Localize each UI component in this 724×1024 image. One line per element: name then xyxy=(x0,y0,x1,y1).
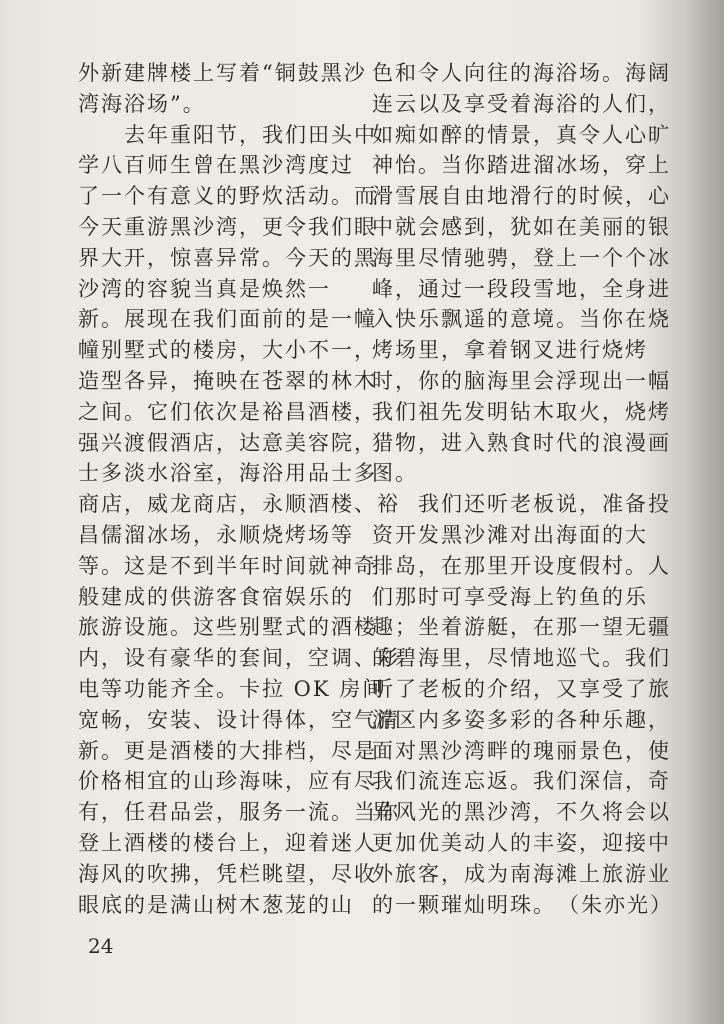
text-line: 内，设有豪华的套间，空调、彩 xyxy=(78,646,400,671)
text-line: 海里尽情驰骋，登上一个个冰 xyxy=(372,245,671,270)
text-line: 海风的吹拂，凭栏眺望，尽收 xyxy=(78,861,377,886)
text-line: 幢别墅式的楼房，大小不一， xyxy=(78,338,377,363)
text-line: 滑雪展自由地滑行的时候，心 xyxy=(372,184,671,209)
text-line: 中就会感到，犹如在美丽的银 xyxy=(372,214,671,239)
text-line: 异风光的黑沙湾，不久将会以 xyxy=(372,800,671,825)
text-line: 昌儒溜冰场，永顺烧烤场等 xyxy=(78,522,354,547)
text-line: 商店，威龙商店，永顺酒楼、裕 xyxy=(78,492,400,517)
text-line: 新。展现在我们面前的是一幢 xyxy=(78,307,377,332)
text-line: 去年重阳节，我们田头中 xyxy=(78,122,377,147)
text-line: 价格相宜的山珍海味，应有尽 xyxy=(78,769,377,794)
text-line: 登上酒楼的楼台上，迎着迷人 xyxy=(78,830,377,855)
text-line: 们那时可享受海上钓鱼的乐 xyxy=(372,584,648,609)
text-line: 外旅客，成为南海滩上旅游业 xyxy=(372,861,671,886)
text-line: 湾海浴场”。 xyxy=(78,91,206,116)
text-line: 宽畅，安装、设计得体，空气清 xyxy=(78,707,400,732)
text-line: 新。更是酒楼的大排档，尽是 xyxy=(78,738,377,763)
text-line: 造型各异，掩映在苍翠的林木 xyxy=(78,368,377,393)
text-line: 更加优美动人的丰姿，迎接中 xyxy=(372,830,671,855)
text-line: 强兴渡假酒店，达意美容院， xyxy=(78,430,377,455)
text-line: 界大开，惊喜异常。今天的黑 xyxy=(78,245,377,270)
text-line: 般建成的供游客食宿娱乐的 xyxy=(78,584,354,609)
text-line: 资开发黑沙滩对出海面的大 xyxy=(372,522,648,547)
text-line: 神怡。当你踏进溜冰场，穿上 xyxy=(372,153,671,178)
page-number: 24 xyxy=(88,934,114,958)
left-text-column xyxy=(78,58,400,920)
text-line: 连云以及享受着海浴的人们， xyxy=(372,91,671,116)
text-line: 峰，通过一段段雪地，全身进 xyxy=(372,276,671,301)
text-line: 色和令人向往的海浴场。海阔 xyxy=(372,61,671,85)
text-line: 旅游设施。这些别墅式的酒楼 xyxy=(78,615,377,640)
text-line: 学八百师生曾在黑沙湾度过 xyxy=(78,153,354,178)
text-line: 了一个有意义的野炊活动。而 xyxy=(78,184,377,209)
page-edge-shadow xyxy=(686,0,724,1024)
text-line: 沙湾的容貌当真是焕然一 xyxy=(78,276,331,301)
text-line: 眼底的是满山树木葱茏的山 xyxy=(78,892,354,917)
text-line: 猎物，进入熟食时代的浪漫画 xyxy=(372,430,671,455)
text-line: 入快乐飘遥的意境。当你在烧 xyxy=(372,307,671,332)
text-line: 我们祖先发明钻木取火，烧烤 xyxy=(372,399,671,424)
text-line: 等。这是不到半年时间就神奇 xyxy=(78,553,377,578)
text-line: 之间。它们依次是裕昌酒楼， xyxy=(78,399,377,424)
text-line: 趣；坐着游艇，在那一望无疆 xyxy=(372,615,671,640)
text-line: 的碧海里，尽情地巡弋。我们 xyxy=(372,646,671,671)
text-line: 我们流连忘返。我们深信，奇 xyxy=(372,769,671,794)
text-line: 外新建牌楼上写着“铜鼓黑沙 xyxy=(78,61,367,85)
text-line: 我们还听老板说，准备投 xyxy=(372,492,671,517)
text-line: 排岛，在那里开设度假村。人 xyxy=(372,553,671,578)
text-line: 面对黑沙湾畔的瑰丽景色，使 xyxy=(372,738,671,763)
text-line: 烤场里，拿着钢叉进行烧烤 xyxy=(372,338,648,363)
text-line: 今天重游黑沙湾，更令我们眼 xyxy=(78,214,377,239)
text-line: 的一颗璀灿明珠。 （朱亦光） xyxy=(372,892,673,917)
text-line: 有，任君品尝，服务一流。当你 xyxy=(78,800,400,825)
text-line: 电等功能齐全。卡拉 OK 房间 xyxy=(78,676,386,701)
text-line: 游区内多姿多彩的各种乐趣， xyxy=(372,707,671,732)
text-line: 士多淡水浴室，海浴用品士多 xyxy=(78,461,377,486)
text-line: 如痴如醉的情景，真令人心旷 xyxy=(372,122,671,147)
right-text-column xyxy=(372,58,672,920)
text-line: 图。 xyxy=(372,461,418,486)
text-line: 时，你的脑海里会浮现出一幅 xyxy=(372,368,671,393)
text-line: 听了老板的介绍，又享受了旅 xyxy=(372,676,671,701)
